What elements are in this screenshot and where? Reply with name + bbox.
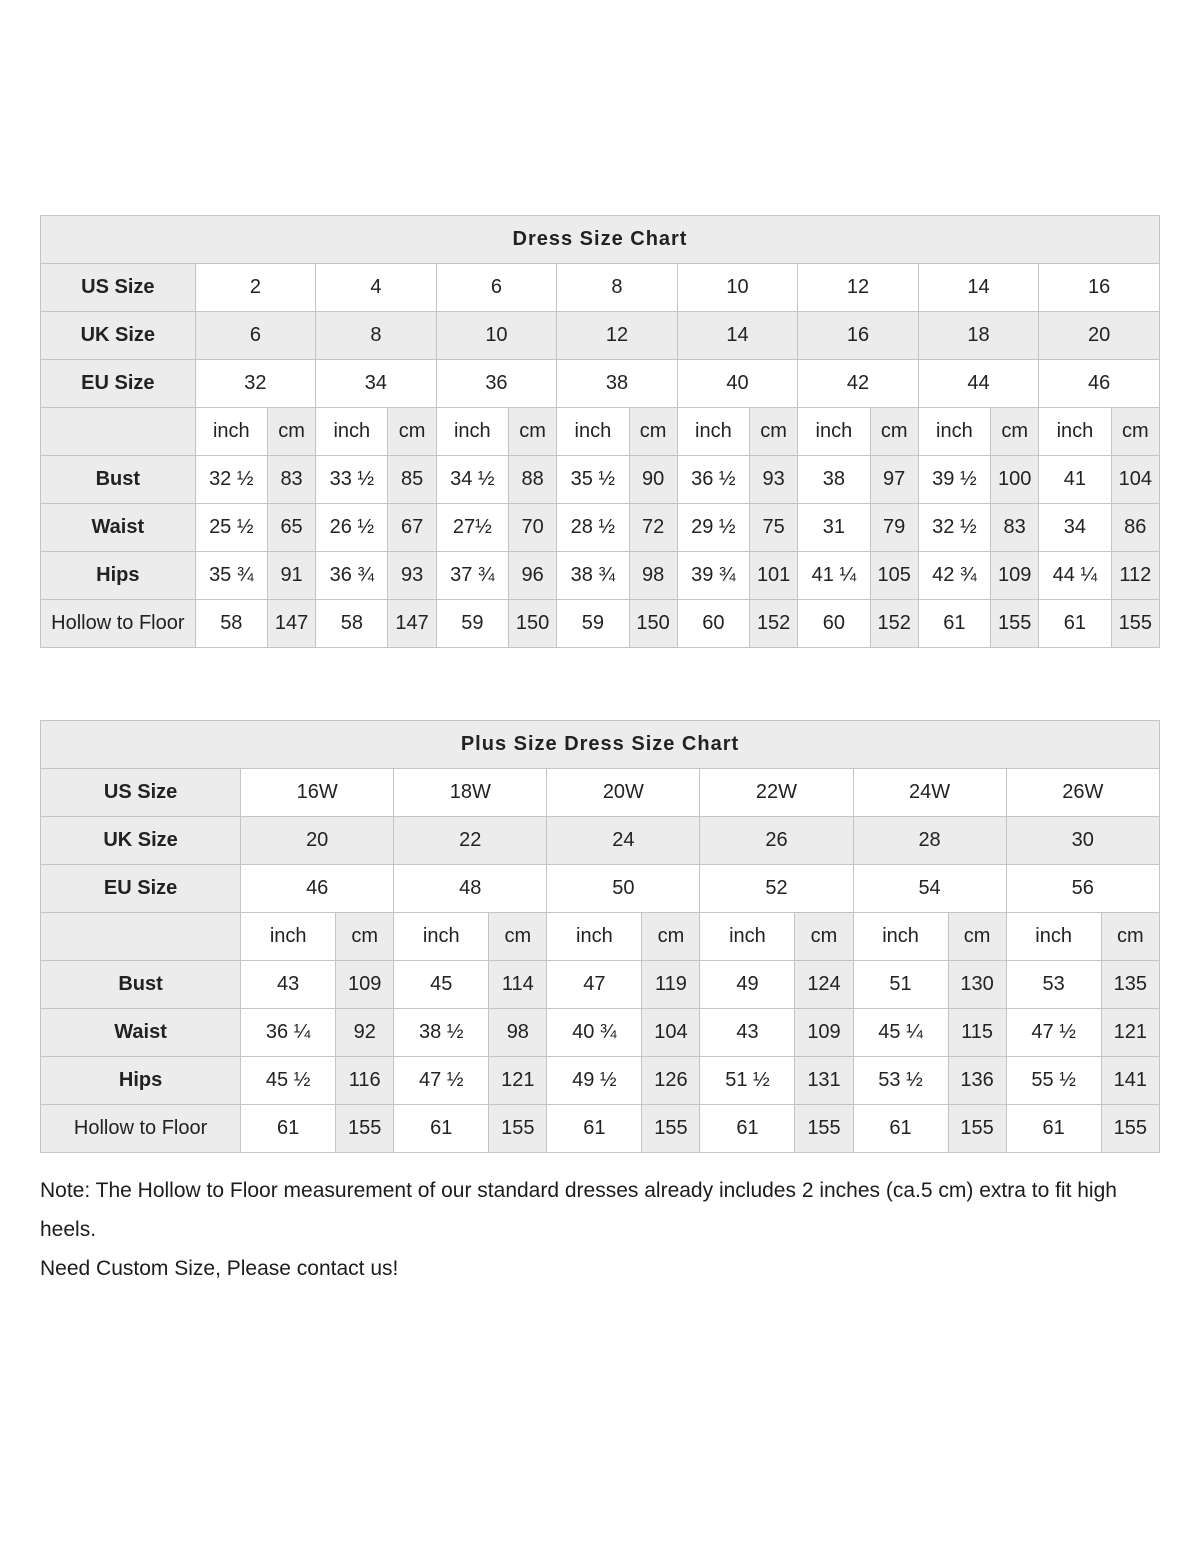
chart-title: Dress Size Chart (41, 216, 1160, 264)
measure-cm-value: 109 (991, 552, 1039, 600)
hollow-to-floor-note: Note: The Hollow to Floor measurement of our standard dresses already includes 2 inches (ca.5 cm) extra to fit high heels. (40, 1179, 1117, 1241)
measure-inch-value: 47 ½ (1006, 1009, 1101, 1057)
measure-inch-value: 29 ½ (677, 504, 749, 552)
size-value: 24 (547, 817, 700, 865)
measure-inch-value: 36 ½ (677, 456, 749, 504)
row-label: Hollow to Floor (41, 1105, 241, 1153)
measure-inch-value: 41 (1039, 456, 1111, 504)
chart-title-row (41, 216, 1160, 264)
measure-inch-value: 53 ½ (853, 1057, 948, 1105)
size-value: 18W (394, 769, 547, 817)
size-value: 4 (316, 264, 437, 312)
size-value: 54 (853, 865, 1006, 913)
unit-inch-label: inch (1039, 408, 1111, 456)
measure-inch-value: 55 ½ (1006, 1057, 1101, 1105)
measure-cm-value: 92 (336, 1009, 394, 1057)
row-eu-size (41, 865, 1160, 913)
size-value: 38 (557, 360, 678, 408)
size-value: 32 (195, 360, 316, 408)
unit-inch-label: inch (677, 408, 749, 456)
row-us-size (41, 264, 1160, 312)
measure-cm-value: 155 (991, 600, 1039, 648)
measure-cm-value: 97 (870, 456, 918, 504)
unit-inch-label: inch (700, 913, 795, 961)
measure-cm-value: 67 (388, 504, 436, 552)
measure-cm-value: 83 (267, 456, 315, 504)
measure-cm-value: 130 (948, 961, 1006, 1009)
unit-cm-label: cm (750, 408, 798, 456)
unit-inch-label: inch (436, 408, 508, 456)
row-hollow-to-floor (41, 1105, 1160, 1153)
measure-inch-value: 61 (547, 1105, 642, 1153)
measure-inch-value: 26 ½ (316, 504, 388, 552)
measure-cm-value: 75 (750, 504, 798, 552)
unit-inch-label: inch (394, 913, 489, 961)
measure-inch-value: 61 (918, 600, 990, 648)
row-waist (41, 504, 1160, 552)
measure-cm-value: 152 (870, 600, 918, 648)
row-hips (41, 552, 1160, 600)
unit-inch-label: inch (798, 408, 870, 456)
measure-inch-value: 59 (436, 600, 508, 648)
size-value: 14 (918, 264, 1039, 312)
measure-inch-value: 38 ½ (394, 1009, 489, 1057)
measure-inch-value: 35 ¾ (195, 552, 267, 600)
row-bust (41, 456, 1160, 504)
measure-cm-value: 116 (336, 1057, 394, 1105)
size-value: 14 (677, 312, 798, 360)
measure-cm-value: 109 (336, 961, 394, 1009)
standard-size-chart-table (40, 215, 1160, 648)
size-value: 12 (798, 264, 919, 312)
chart-title-row (41, 721, 1160, 769)
size-value: 20 (241, 817, 394, 865)
measure-cm-value: 114 (489, 961, 547, 1009)
measure-cm-value: 91 (267, 552, 315, 600)
measure-inch-value: 43 (241, 961, 336, 1009)
size-value: 16 (798, 312, 919, 360)
measure-inch-value: 59 (557, 600, 629, 648)
measure-inch-value: 38 ¾ (557, 552, 629, 600)
size-value: 30 (1006, 817, 1159, 865)
size-value: 34 (316, 360, 437, 408)
measure-cm-value: 155 (642, 1105, 700, 1153)
row-bust (41, 961, 1160, 1009)
unit-cm-label: cm (267, 408, 315, 456)
measure-inch-value: 43 (700, 1009, 795, 1057)
measure-cm-value: 141 (1101, 1057, 1159, 1105)
footnotes (40, 1171, 1162, 1288)
measure-inch-value: 44 ¼ (1039, 552, 1111, 600)
size-value: 20W (547, 769, 700, 817)
measure-cm-value: 147 (267, 600, 315, 648)
size-value: 16 (1039, 264, 1160, 312)
size-value: 28 (853, 817, 1006, 865)
row-label: EU Size (41, 865, 241, 913)
measure-inch-value: 58 (316, 600, 388, 648)
measure-inch-value: 31 (798, 504, 870, 552)
measure-inch-value: 27½ (436, 504, 508, 552)
measure-cm-value: 131 (795, 1057, 853, 1105)
measure-cm-value: 150 (509, 600, 557, 648)
unit-inch-label: inch (547, 913, 642, 961)
row-uk-size (41, 312, 1160, 360)
measure-inch-value: 38 (798, 456, 870, 504)
measure-inch-value: 32 ½ (195, 456, 267, 504)
measure-inch-value: 47 (547, 961, 642, 1009)
row-label: Waist (41, 504, 196, 552)
measure-cm-value: 93 (388, 552, 436, 600)
unit-inch-label: inch (853, 913, 948, 961)
measure-cm-value: 109 (795, 1009, 853, 1057)
unit-inch-label: inch (1006, 913, 1101, 961)
measure-cm-value: 152 (750, 600, 798, 648)
size-value: 8 (557, 264, 678, 312)
measure-cm-value: 155 (1111, 600, 1159, 648)
measure-cm-value: 155 (1101, 1105, 1159, 1153)
row-label: Waist (41, 1009, 241, 1057)
row-label: EU Size (41, 360, 196, 408)
measure-cm-value: 147 (388, 600, 436, 648)
row-label: Hollow to Floor (41, 600, 196, 648)
unit-inch-label: inch (195, 408, 267, 456)
measure-inch-value: 61 (1039, 600, 1111, 648)
unit-header-row (41, 408, 1160, 456)
unit-cm-label: cm (1101, 913, 1159, 961)
row-label: Hips (41, 552, 196, 600)
measure-inch-value: 45 ¼ (853, 1009, 948, 1057)
measure-cm-value: 119 (642, 961, 700, 1009)
unit-inch-label: inch (316, 408, 388, 456)
measure-inch-value: 32 ½ (918, 504, 990, 552)
size-value: 26W (1006, 769, 1159, 817)
measure-inch-value: 60 (798, 600, 870, 648)
unit-inch-label: inch (918, 408, 990, 456)
size-value: 48 (394, 865, 547, 913)
plus-size-chart-table (40, 720, 1160, 1153)
size-value: 46 (1039, 360, 1160, 408)
measure-cm-value: 155 (489, 1105, 547, 1153)
measure-inch-value: 33 ½ (316, 456, 388, 504)
measure-inch-value: 28 ½ (557, 504, 629, 552)
size-value: 18 (918, 312, 1039, 360)
measure-inch-value: 45 ½ (241, 1057, 336, 1105)
unit-cm-label: cm (336, 913, 394, 961)
row-label: UK Size (41, 312, 196, 360)
measure-inch-value: 60 (677, 600, 749, 648)
unit-cm-label: cm (991, 408, 1039, 456)
measure-inch-value: 40 ¾ (547, 1009, 642, 1057)
measure-cm-value: 105 (870, 552, 918, 600)
size-value: 10 (677, 264, 798, 312)
measure-inch-value: 36 ¾ (316, 552, 388, 600)
measure-cm-value: 70 (509, 504, 557, 552)
measure-inch-value: 37 ¾ (436, 552, 508, 600)
row-label: Bust (41, 961, 241, 1009)
measure-cm-value: 115 (948, 1009, 1006, 1057)
measure-inch-value: 61 (1006, 1105, 1101, 1153)
measure-cm-value: 126 (642, 1057, 700, 1105)
measure-cm-value: 121 (1101, 1009, 1159, 1057)
measure-inch-value: 41 ¼ (798, 552, 870, 600)
measure-cm-value: 135 (1101, 961, 1159, 1009)
size-value: 46 (241, 865, 394, 913)
measure-cm-value: 65 (267, 504, 315, 552)
measure-inch-value: 25 ½ (195, 504, 267, 552)
measure-cm-value: 124 (795, 961, 853, 1009)
custom-size-note: Need Custom Size, Please contact us! (40, 1257, 399, 1280)
measure-cm-value: 86 (1111, 504, 1159, 552)
unit-cm-label: cm (629, 408, 677, 456)
measure-inch-value: 58 (195, 600, 267, 648)
size-value: 52 (700, 865, 853, 913)
row-waist (41, 1009, 1160, 1057)
measure-cm-value: 155 (948, 1105, 1006, 1153)
measure-inch-value: 35 ½ (557, 456, 629, 504)
measure-inch-value: 61 (853, 1105, 948, 1153)
size-value: 16W (241, 769, 394, 817)
measure-cm-value: 136 (948, 1057, 1006, 1105)
measure-inch-value: 39 ½ (918, 456, 990, 504)
size-value: 8 (316, 312, 437, 360)
measure-inch-value: 42 ¾ (918, 552, 990, 600)
measure-inch-value: 51 ½ (700, 1057, 795, 1105)
size-value: 2 (195, 264, 316, 312)
measure-cm-value: 121 (489, 1057, 547, 1105)
size-value: 20 (1039, 312, 1160, 360)
unit-cm-label: cm (388, 408, 436, 456)
measure-cm-value: 150 (629, 600, 677, 648)
size-value: 26 (700, 817, 853, 865)
measure-inch-value: 61 (241, 1105, 336, 1153)
measure-cm-value: 85 (388, 456, 436, 504)
measure-inch-value: 34 ½ (436, 456, 508, 504)
size-value: 12 (557, 312, 678, 360)
size-value: 24W (853, 769, 1006, 817)
size-value: 56 (1006, 865, 1159, 913)
unit-header-empty-cell (41, 408, 196, 456)
measure-cm-value: 93 (750, 456, 798, 504)
measure-cm-value: 101 (750, 552, 798, 600)
row-eu-size (41, 360, 1160, 408)
unit-header-row (41, 913, 1160, 961)
size-value: 6 (195, 312, 316, 360)
unit-cm-label: cm (489, 913, 547, 961)
measure-inch-value: 45 (394, 961, 489, 1009)
measure-cm-value: 96 (509, 552, 557, 600)
row-label: Bust (41, 456, 196, 504)
measure-inch-value: 49 ½ (547, 1057, 642, 1105)
size-value: 42 (798, 360, 919, 408)
row-hips (41, 1057, 1160, 1105)
unit-cm-label: cm (795, 913, 853, 961)
measure-cm-value: 88 (509, 456, 557, 504)
row-label: Hips (41, 1057, 241, 1105)
size-value: 36 (436, 360, 557, 408)
size-value: 40 (677, 360, 798, 408)
unit-cm-label: cm (870, 408, 918, 456)
size-value: 50 (547, 865, 700, 913)
measure-cm-value: 100 (991, 456, 1039, 504)
unit-cm-label: cm (509, 408, 557, 456)
unit-inch-label: inch (241, 913, 336, 961)
unit-cm-label: cm (948, 913, 1006, 961)
size-value: 10 (436, 312, 557, 360)
measure-inch-value: 61 (394, 1105, 489, 1153)
measure-inch-value: 34 (1039, 504, 1111, 552)
measure-cm-value: 155 (336, 1105, 394, 1153)
measure-inch-value: 49 (700, 961, 795, 1009)
unit-cm-label: cm (1111, 408, 1159, 456)
measure-inch-value: 47 ½ (394, 1057, 489, 1105)
measure-cm-value: 79 (870, 504, 918, 552)
row-uk-size (41, 817, 1160, 865)
row-label: UK Size (41, 817, 241, 865)
size-value: 6 (436, 264, 557, 312)
size-value: 22W (700, 769, 853, 817)
measure-inch-value: 53 (1006, 961, 1101, 1009)
size-value: 22 (394, 817, 547, 865)
measure-cm-value: 104 (1111, 456, 1159, 504)
row-label: US Size (41, 264, 196, 312)
unit-cm-label: cm (642, 913, 700, 961)
row-label: US Size (41, 769, 241, 817)
measure-cm-value: 72 (629, 504, 677, 552)
measure-inch-value: 51 (853, 961, 948, 1009)
measure-cm-value: 112 (1111, 552, 1159, 600)
measure-inch-value: 61 (700, 1105, 795, 1153)
measure-inch-value: 39 ¾ (677, 552, 749, 600)
measure-cm-value: 83 (991, 504, 1039, 552)
row-hollow-to-floor (41, 600, 1160, 648)
measure-cm-value: 155 (795, 1105, 853, 1153)
measure-cm-value: 98 (629, 552, 677, 600)
unit-inch-label: inch (557, 408, 629, 456)
size-value: 44 (918, 360, 1039, 408)
measure-cm-value: 90 (629, 456, 677, 504)
measure-inch-value: 36 ¼ (241, 1009, 336, 1057)
chart-title: Plus Size Dress Size Chart (41, 721, 1160, 769)
measure-cm-value: 104 (642, 1009, 700, 1057)
row-us-size (41, 769, 1160, 817)
unit-header-empty-cell (41, 913, 241, 961)
measure-cm-value: 98 (489, 1009, 547, 1057)
